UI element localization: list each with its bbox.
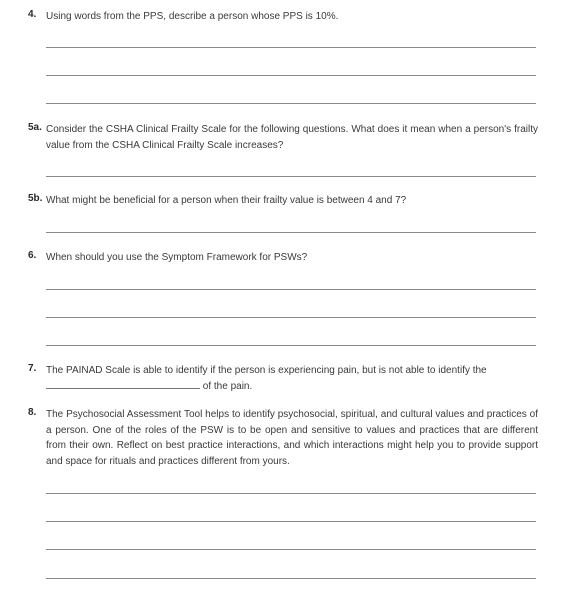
question-number: 5a.: [28, 122, 42, 133]
question-text: The Psychosocial Assessment Tool helps to identify psychosocial, spiritual, and cultural values and practices of a person. One of the roles of the PSW is to be open and sensitive to values and practices that are different from their own. Reflect on best practice interactions, and which interactions might help you to provide support and space for rituals and practices different from yours.: [46, 409, 538, 467]
question-6: [28, 250, 538, 266]
answer-line[interactable]: [46, 75, 536, 76]
question-text: [46, 363, 538, 394]
question-text-after: of the pain.: [202, 380, 253, 392]
answer-line[interactable]: [46, 232, 536, 233]
question-5b: [28, 193, 538, 209]
question-text: When should you use the Symptom Framework for PSWs?: [46, 252, 308, 263]
question-number: 8.: [28, 407, 37, 418]
question-number: 4.: [28, 9, 37, 20]
answer-line[interactable]: [46, 521, 536, 522]
question-number: 6.: [28, 250, 37, 261]
question-text: What might be beneficial for a person when their frailty value is between 4 and 7?: [46, 195, 407, 206]
answer-line[interactable]: [46, 578, 536, 579]
question-5a: [28, 122, 538, 153]
question-number: 7.: [28, 363, 37, 374]
answer-line[interactable]: [46, 345, 536, 346]
question-number: 5b.: [28, 193, 43, 204]
question-text: Using words from the PPS, describe a person whose PPS is 10%.: [46, 11, 339, 22]
answer-line[interactable]: [46, 47, 536, 48]
question-7: [28, 363, 538, 394]
answer-line[interactable]: [46, 493, 536, 494]
answer-line[interactable]: [46, 317, 536, 318]
question-text-before: The PAINAD Scale is able to identify if the person is experiencing pain, but is not able to identify the: [46, 365, 487, 376]
question-8: [28, 407, 538, 469]
answer-line[interactable]: [46, 103, 536, 104]
fill-in-blank[interactable]: [46, 379, 200, 389]
question-4: [28, 9, 538, 25]
answer-line[interactable]: [46, 289, 536, 290]
answer-line[interactable]: [46, 176, 536, 177]
question-text: Consider the CSHA Clinical Frailty Scale for the following questions. What does it mean when a person's frailty value from the CSHA Clinical Frailty Scale increases?: [46, 124, 538, 151]
answer-line[interactable]: [46, 549, 536, 550]
